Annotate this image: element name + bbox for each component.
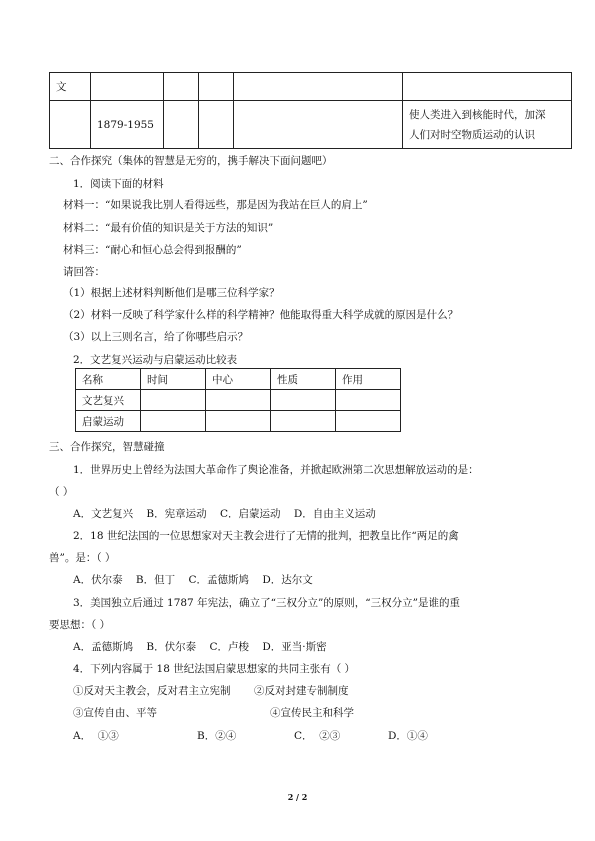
- question-2-options: A．伏尔泰 B．但丁 C．孟德斯鸠 D．达尔文: [73, 574, 313, 586]
- question-4-item: ③宣传自由、平等: [73, 707, 157, 719]
- page-number: 2 / 2: [287, 792, 308, 802]
- question-4-option-a: A． ①③: [73, 730, 119, 742]
- question-4: 4．下列内容属于 18 世纪法国启蒙思想家的共同主张有（ ）: [73, 663, 356, 675]
- table-header: 名称: [76, 369, 141, 390]
- table-cell: 文艺复兴: [76, 390, 141, 411]
- question-4-item: ②反对封建专制制度: [254, 685, 349, 697]
- table-cell: [141, 390, 206, 411]
- question-4-option-c: C． ②③: [294, 730, 341, 742]
- section2-heading: 二、合作探究（集体的智慧是无穷的，携手解决下面问题吧）: [49, 155, 333, 167]
- question-4-option-d: D．①④: [388, 730, 428, 742]
- table-cell: [50, 101, 91, 149]
- cell-text-line: 人们对时空物质运动的认识: [409, 128, 535, 141]
- material-2: 材料二：“最有价值的知识是关于方法的知识”: [63, 222, 274, 234]
- question-3-options: A．孟德斯鸠 B．伏尔泰 C．卢梭 D．亚当·斯密: [73, 641, 327, 653]
- top-info-table: [49, 72, 572, 149]
- table-cell: [403, 101, 572, 149]
- please-answer: 请回答：: [63, 266, 105, 278]
- table-header: 性质: [271, 369, 336, 390]
- question-3: 3．美国独立后通过 1787 年宪法，确立了“三权分立”的原则，“三权分立”是谁的重: [73, 597, 461, 609]
- table-row: [76, 390, 401, 411]
- sub-question-3: （3）以上三则名言，给了你哪些启示？: [63, 331, 249, 343]
- question-title: 2．文艺复兴运动与启蒙运动比较表: [73, 354, 238, 366]
- table-cell: [336, 411, 401, 432]
- question-1-options: A．文艺复兴 B．宪章运动 C．启蒙运动 D．自由主义运动: [73, 508, 376, 520]
- table-header: 时间: [141, 369, 206, 390]
- table-cell: [234, 73, 403, 101]
- table-cell: [403, 73, 572, 101]
- table-cell: [271, 390, 336, 411]
- sub-question-1: （1）根据上述材料判断他们是哪三位科学家？: [63, 287, 280, 299]
- table-cell: [234, 101, 403, 149]
- question-4-item: ①反对天主教会，反对君主立宪制: [73, 685, 231, 697]
- question-1: 1．世界历史上曾经为法国大革命作了舆论准备，并掀起欧洲第二次思想解放运动的是：: [73, 464, 479, 476]
- question-3-cont: 要思想：（ ）: [49, 619, 111, 631]
- table-header: 作用: [336, 369, 401, 390]
- question-4-item: ④宣传民主和科学: [270, 707, 354, 719]
- material-3: 材料三：“耐心和恒心总会得到报酬的”: [63, 244, 242, 256]
- question-title: 1．阅读下面的材料: [73, 178, 164, 190]
- table-cell: [206, 411, 271, 432]
- material-1: 材料一：“如果说我比别人看得远些，那是因为我站在巨人的肩上”: [63, 199, 368, 211]
- cell-text-line: 使人类进入到核能时代，加深: [409, 108, 546, 121]
- table-row: [76, 411, 401, 432]
- table-cell: 启蒙运动: [76, 411, 141, 432]
- table-header: 中心: [206, 369, 271, 390]
- table-cell: [199, 101, 234, 149]
- table-cell: [141, 411, 206, 432]
- sub-question-2: （2）材料一反映了科学家什么样的科学精神？他能取得重大科学成就的原因是什么？: [63, 309, 459, 321]
- table-cell: 文: [50, 73, 91, 101]
- table-cell: [164, 101, 199, 149]
- table-cell: [199, 73, 234, 101]
- comparison-table: [75, 368, 401, 432]
- table-cell: 1879-1955: [91, 101, 164, 149]
- question-2-cont: 兽”。是：（ ）: [49, 552, 116, 564]
- question-1-blank: （ ）: [49, 486, 74, 498]
- table-cell: [206, 390, 271, 411]
- section3-heading: 三、合作探究，智慧碰撞: [49, 441, 165, 453]
- table-cell: [336, 390, 401, 411]
- question-4-option-b: B．②④: [197, 730, 237, 742]
- table-cell: [164, 73, 199, 101]
- table-cell: [91, 73, 164, 101]
- question-2: 2．18 世纪法国的一位思想家对天主教会进行了无情的批判，把教皇比作“两足的禽: [73, 530, 459, 542]
- table-cell: [271, 411, 336, 432]
